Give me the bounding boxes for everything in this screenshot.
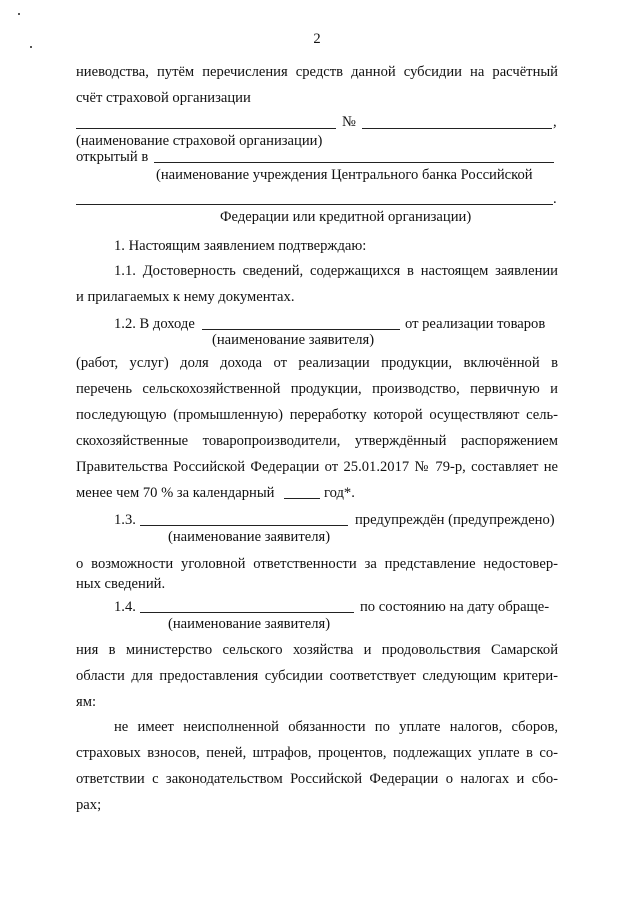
text-line: страховых взносов, пеней, штрафов, процентов, подлежащих уплате в со- [76, 745, 558, 761]
text-line: скохозяйственные товаропроизводители, утверждённый распоряжением [76, 433, 558, 449]
text-line: 1.1. Достоверность сведений, содержащихся в настоящем заявлении [114, 263, 558, 279]
text-line: год*. [324, 485, 355, 501]
page-number: 2 [313, 31, 321, 47]
text-line: счёт страховой организации [76, 90, 251, 106]
caption-bank-1: (наименование учреждения Центрального банка Российской [156, 167, 533, 183]
clause-1-2-start: 1.2. В доходе [114, 316, 195, 332]
year-blank [284, 498, 320, 499]
bank-name-blank [154, 162, 554, 163]
number-sign: № [342, 114, 356, 130]
applicant-blank-2 [140, 525, 348, 526]
text-line: (работ, услуг) доля дохода от реализации продукции, включённой в [76, 355, 558, 371]
caption-bank-2: Федерации или кредитной организации) [220, 209, 472, 225]
text-line: не имеет неисполненной обязанности по уплате налогов, сборов, [114, 719, 558, 735]
text-line: ных сведений. [76, 576, 166, 592]
text-line: менее чем 70 % за календарный [76, 485, 275, 501]
applicant-blank-3 [140, 612, 354, 613]
text-line: ответствии с законодательством Российской Федерации о налогах и сбо- [76, 771, 558, 787]
clause-1-3-start: 1.3. [114, 512, 136, 528]
text-line: о возможности уголовной ответственности за представление недостовер- [76, 556, 558, 572]
text-opened-in: открытый в [76, 149, 149, 165]
clause-1-4-start: 1.4. [114, 599, 136, 615]
clause-1-4-end: по состоянию на дату обраще- [360, 599, 550, 615]
clause-1-3-end: предупреждён (предупреждено) [355, 512, 555, 528]
text-line: ям: [76, 694, 97, 710]
caption-applicant-1: (наименование заявителя) [212, 332, 375, 348]
text-line: Правительства Российской Федерации от 25.01.2017 № 79-р, составляет не [76, 459, 558, 475]
caption-applicant-3: (наименование заявителя) [168, 616, 331, 632]
caption-insurance: (наименование страховой организации) [76, 133, 323, 149]
comma: , [553, 114, 557, 130]
text-line: ния в министерство сельского хозяйства и продовольствия Самарской [76, 642, 558, 658]
text-line: ниеводства, путём перечисления средств данной субсидии на расчётный [76, 64, 558, 80]
scan-speck [18, 13, 20, 15]
bank-name-blank-2 [76, 204, 553, 205]
text-line: рах; [76, 797, 102, 813]
period: . [553, 191, 557, 207]
text-line: и прилагаемых к нему документах. [76, 289, 295, 305]
scan-speck [30, 46, 32, 48]
clause-1-2-end: от реализации товаров [405, 316, 546, 332]
insurance-name-blank [76, 128, 336, 129]
applicant-blank-1 [202, 329, 400, 330]
text-line: перечень сельскохозяйственной продукции, производство, первичную и [76, 381, 558, 397]
caption-applicant-2: (наименование заявителя) [168, 529, 331, 545]
text-line: области для предоставления субсидии соответствует следующим критери- [76, 668, 558, 684]
text-line: последующую (промышленную) переработку которой осуществляют сель- [76, 407, 558, 423]
account-number-blank [362, 128, 552, 129]
text-line: 1. Настоящим заявлением подтверждаю: [114, 238, 367, 254]
